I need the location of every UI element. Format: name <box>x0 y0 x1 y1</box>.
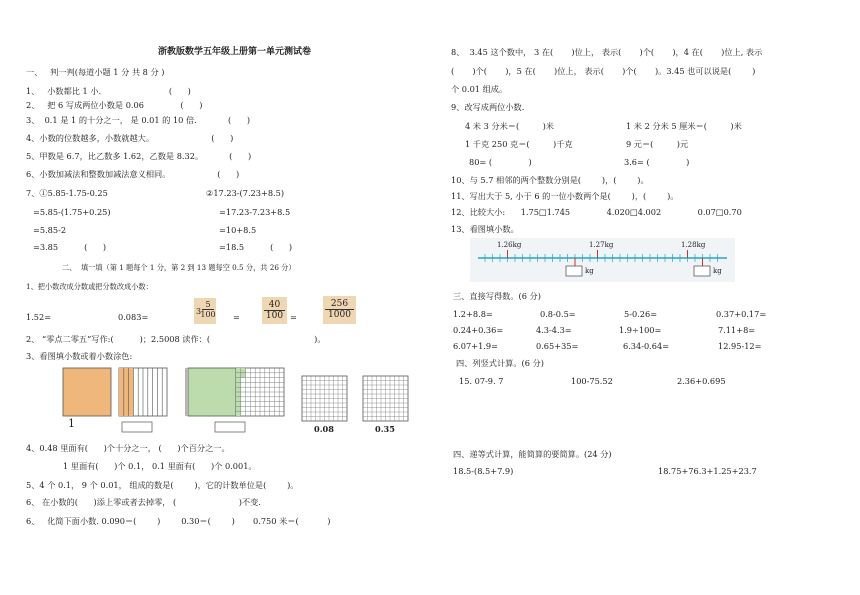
judge-question-7-b3: =10+8.5 <box>219 225 257 235</box>
judge-question-7-b4: =18.5 ( ) <box>219 242 293 252</box>
fill-9-2a: 1 千克 250 克＝( )千克 <box>465 139 573 149</box>
fraction-3 <box>325 299 354 320</box>
ruler-unit-1: kg <box>585 267 594 275</box>
blank-grid-0-08 <box>302 376 347 421</box>
calc-1-2: 0.8-0.5= <box>540 309 576 319</box>
judge-question-3: 3、 0.1 是 1 的十分之一， 是 0.01 的 10 倍. ( ) <box>26 115 251 125</box>
fraction-1-denominator: 100 <box>200 310 216 319</box>
fraction-2 <box>264 300 285 321</box>
fill-question-10: 10、与 5.7 相邻的两个整数分别是( )，( )。 <box>451 175 649 185</box>
ruler-label-2: 1.27kg <box>589 241 614 249</box>
fill-question-6: 6、 在小数的( )添上零或者去掉零， ( )不变. <box>26 497 261 507</box>
ruler-label-3: 1.28kg <box>681 241 706 249</box>
judge-question-7-b2: =17.23-7.23+8.5 <box>219 207 291 217</box>
calc-3-2: 0.65+35= <box>536 341 579 351</box>
fill-question-9: 9、改写成两位小数. <box>451 102 525 112</box>
calc-3-1: 6.07+1.9= <box>453 341 498 351</box>
judge-question-7-a2: =5.85-(1.75+0.25) <box>33 207 111 217</box>
answer-box-1[interactable] <box>122 422 152 432</box>
judge-question-5: 5、甲数是 6.7，比乙数多 1.62，乙数是 8.32。 ( ) <box>26 151 252 161</box>
fill-question-12: 12、比较大小: 1.75□1.745 4.020□4.002 0.07□0.70 <box>451 207 742 217</box>
fill-question-7: 6、 化简下面小数. 0.090＝( ) 0.30＝( ) 0.750 米＝( ) <box>26 516 331 526</box>
section-4-heading: 四、列竖式计算。(6 分) <box>456 358 544 368</box>
calc-2-1: 0.24+0.36= <box>453 325 504 335</box>
judge-question-4: 4、小数的位数越多，小数就越大。 ( ) <box>26 133 234 143</box>
fill-question-2: 2、 “零点二零五”写作:( )；2.5008 读作：( )。 <box>26 334 326 344</box>
calc-2-3: 1.9÷100= <box>619 325 662 335</box>
calc-1-1: 1.2+8.8= <box>453 309 493 319</box>
fill-question-3: 3、看图填小数或着小数涂色: <box>26 351 133 361</box>
calc-1-4: 0.37+0.17= <box>716 309 767 319</box>
fill-9-2b: 9 元＝( )元 <box>626 139 689 149</box>
vertical-calc-1: 15. 07-9. 7 <box>459 376 504 386</box>
fill-question-4b: 1 里面有( )个 0.1， 0.1 里面有( )个 0.001。 <box>63 461 257 471</box>
step-calc-1: 18.5-(8.5+7.9) <box>453 466 514 476</box>
fraction-2-denominator: 100 <box>265 311 284 321</box>
section-2-heading: 二、 填一填（第 1 题每个 1 分，第 2 到 13 题每空 0.5 分，共 26 分） <box>62 263 296 272</box>
fill-question-1: 1、把小数改成分数或把分数改成小数： <box>26 282 153 291</box>
decimal-figures <box>60 368 420 438</box>
green-hundredths-square <box>188 368 284 416</box>
fill-1-a: 1.52= <box>26 312 52 322</box>
section-1-heading: 一、 判一判(每道小题 1 分 共 8 分 ) <box>26 67 165 77</box>
figure-label-1: 1 <box>68 417 75 430</box>
fill-question-13: 13、看图填小数。 <box>451 224 519 234</box>
fraction-3-numerator: 256 <box>330 299 349 309</box>
fill-9-3a: 80= ( ) <box>469 157 532 167</box>
fraction-1-numerator: 5 <box>205 300 211 309</box>
section-5-heading: 四、递等式计算，能简算的要简算。(24 分) <box>453 449 612 459</box>
fill-9-3b: 3.6= ( ) <box>624 157 690 167</box>
whole-square <box>63 368 111 416</box>
section-3-heading: 三、直接写得数。(6 分) <box>453 291 541 301</box>
fill-question-8b: ( )个( )，5 在( )位上， 表示( )个( )。3.45 也可以说是( ) <box>451 66 756 76</box>
tenths-square <box>119 368 167 416</box>
page-title: 浙教版数学五年级上册第一单元测试卷 <box>158 47 312 57</box>
figure-label-0-35: 0.35 <box>375 424 395 434</box>
fill-question-4a: 4、0.48 里面有( )个十分之一， ( )个百分之一。 <box>26 443 230 453</box>
fraction-2-numerator: 40 <box>268 300 281 310</box>
fill-1-c: = <box>233 312 240 322</box>
judge-question-2: 2、 把 6 写成两位小数是 0.06 ( ) <box>26 100 203 110</box>
answer-box-2[interactable] <box>215 422 245 432</box>
calc-2-2: 4.3-4.3= <box>536 325 572 335</box>
vertical-calc-2: 100-75.52 <box>571 376 613 386</box>
vertical-calc-3: 2.36+0.695 <box>677 376 726 386</box>
fill-1-d: = <box>290 312 297 322</box>
judge-question-7-a4: =3.85 ( ) <box>33 242 107 252</box>
judge-question-1: 1、 小数都比 1 小. ( ) <box>26 86 191 96</box>
fill-9-1b: 1 米 2 分米 5 厘米＝( )米 <box>626 121 742 131</box>
ruler-unit-2: kg <box>713 267 722 275</box>
judge-question-7-a1: 7、①5.85-1.75-0.25 <box>26 188 108 198</box>
step-calc-2: 18.75+76.3+1.25+23.7 <box>658 466 757 476</box>
calc-1-3: 5-0.26= <box>624 309 658 319</box>
fill-question-8c: 个 0.01 组成。 <box>451 84 508 94</box>
fraction-1 <box>202 300 214 319</box>
ruler-answer-box-1[interactable] <box>566 266 582 276</box>
fill-question-8a: 8、 3.45 这个数中， 3 在( )位上， 表示( )个( )，4 在( )位上, 表示 <box>451 47 763 57</box>
fill-1-b: 0.083= <box>118 312 149 322</box>
judge-question-7-a3: =5.85-2 <box>33 225 67 235</box>
judge-question-6: 6、小数加减法和整数加减法意义相同。 ( ) <box>26 169 240 179</box>
ruler-label-1: 1.26kg <box>497 241 522 249</box>
fill-question-5: 5、4 个 0.1， 9 个 0.01， 组成的数是( )，它的计数单位是( )。 <box>26 480 299 490</box>
figure-label-0-08: 0.08 <box>314 424 334 434</box>
ruler-answer-box-2[interactable] <box>694 266 710 276</box>
fraction-1-whole: 3 <box>196 307 202 316</box>
calc-3-4: 12.95-12= <box>718 341 762 351</box>
fill-question-11: 11、写出大于 5, 小于 6 的一位小数两个是( )，( )。 <box>451 191 679 201</box>
calc-3-3: 6.34-0.64= <box>623 341 670 351</box>
blank-grid-0-35 <box>363 376 408 421</box>
judge-question-7-b1: ②17.23-(7.23+8.5) <box>206 188 285 198</box>
fraction-3-denominator: 1000 <box>328 310 351 320</box>
calc-2-4: 7.11+8= <box>718 325 756 335</box>
fill-9-1a: 4 米 3 分米＝( )米 <box>465 121 554 131</box>
